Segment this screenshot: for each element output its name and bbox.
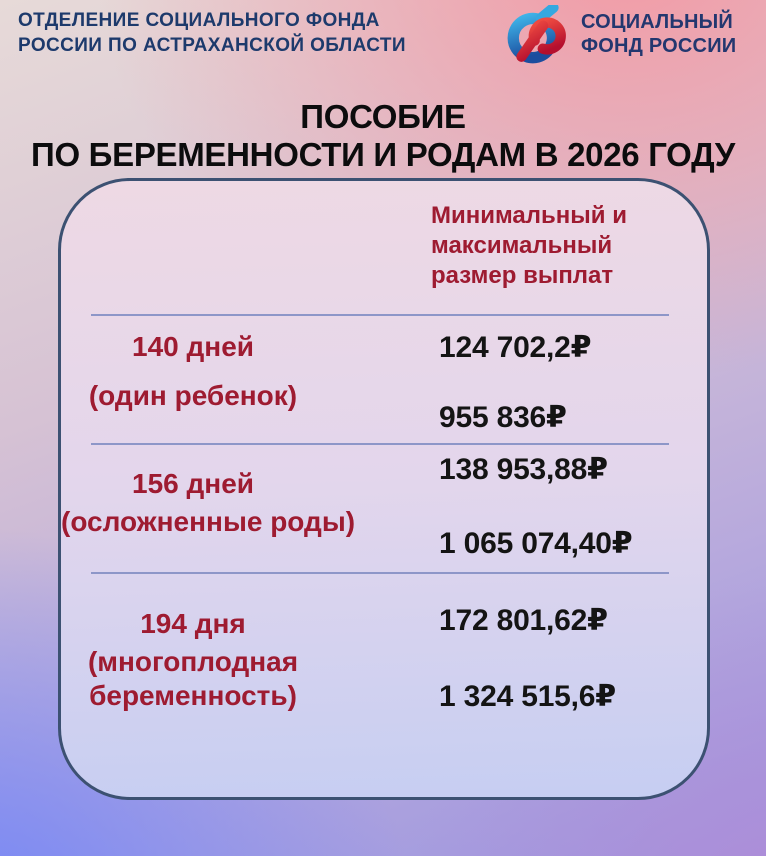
row-divider: [91, 572, 669, 574]
row-140-max-amount: 955 836₽: [439, 401, 567, 434]
page-title-line-1: ПОСОБИЕ: [300, 98, 466, 136]
row-194-note: (многоплодная беременность): [87, 646, 299, 711]
value-column-header-line-2: максимальный: [431, 232, 613, 259]
row-156-note: (осложненные роды): [61, 506, 356, 537]
value-column-header-line-3: размер выплат: [431, 262, 614, 289]
value-column-header: [431, 201, 627, 291]
page-title-line-2: ПО БЕРЕМЕННОСТИ И РОДАМ В 2026 ГОДУ: [31, 136, 735, 174]
sfr-logo-icon: [506, 5, 570, 65]
department-line-2: РОССИИ ПО АСТРАХАНСКОЙ ОБЛАСТИ: [18, 35, 406, 56]
row-divider: [91, 443, 669, 445]
department-line-1: ОТДЕЛЕНИЕ СОЦИАЛЬНОГО ФОНДА: [18, 10, 380, 31]
row-156-duration: 156 дней: [132, 468, 254, 499]
row-140-duration: 140 дней: [132, 331, 254, 362]
row-140-min-amount: 124 702,2₽: [439, 331, 592, 364]
row-194-duration: 194 дня: [140, 608, 246, 639]
row-156-max-amount: 1 065 074,40₽: [439, 527, 633, 560]
row-194-max-amount: 1 324 515,6₽: [439, 680, 616, 713]
sfr-wordmark-line-2: ФОНД РОССИИ: [581, 35, 737, 57]
sfr-wordmark-line-1: СОЦИАЛЬНЫЙ: [581, 11, 733, 33]
benefits-table-card: [58, 178, 710, 800]
row-divider: [91, 314, 669, 316]
row-194-min-amount: 172 801,62₽: [439, 604, 608, 637]
page-title: [0, 98, 766, 174]
value-column-header-line-1: Минимальный и: [431, 202, 627, 229]
sfr-logo-wordmark: [581, 10, 736, 58]
department-name: [18, 8, 406, 58]
row-140-note: (один ребенок): [88, 380, 298, 411]
row-156-min-amount: 138 953,88₽: [439, 453, 608, 486]
